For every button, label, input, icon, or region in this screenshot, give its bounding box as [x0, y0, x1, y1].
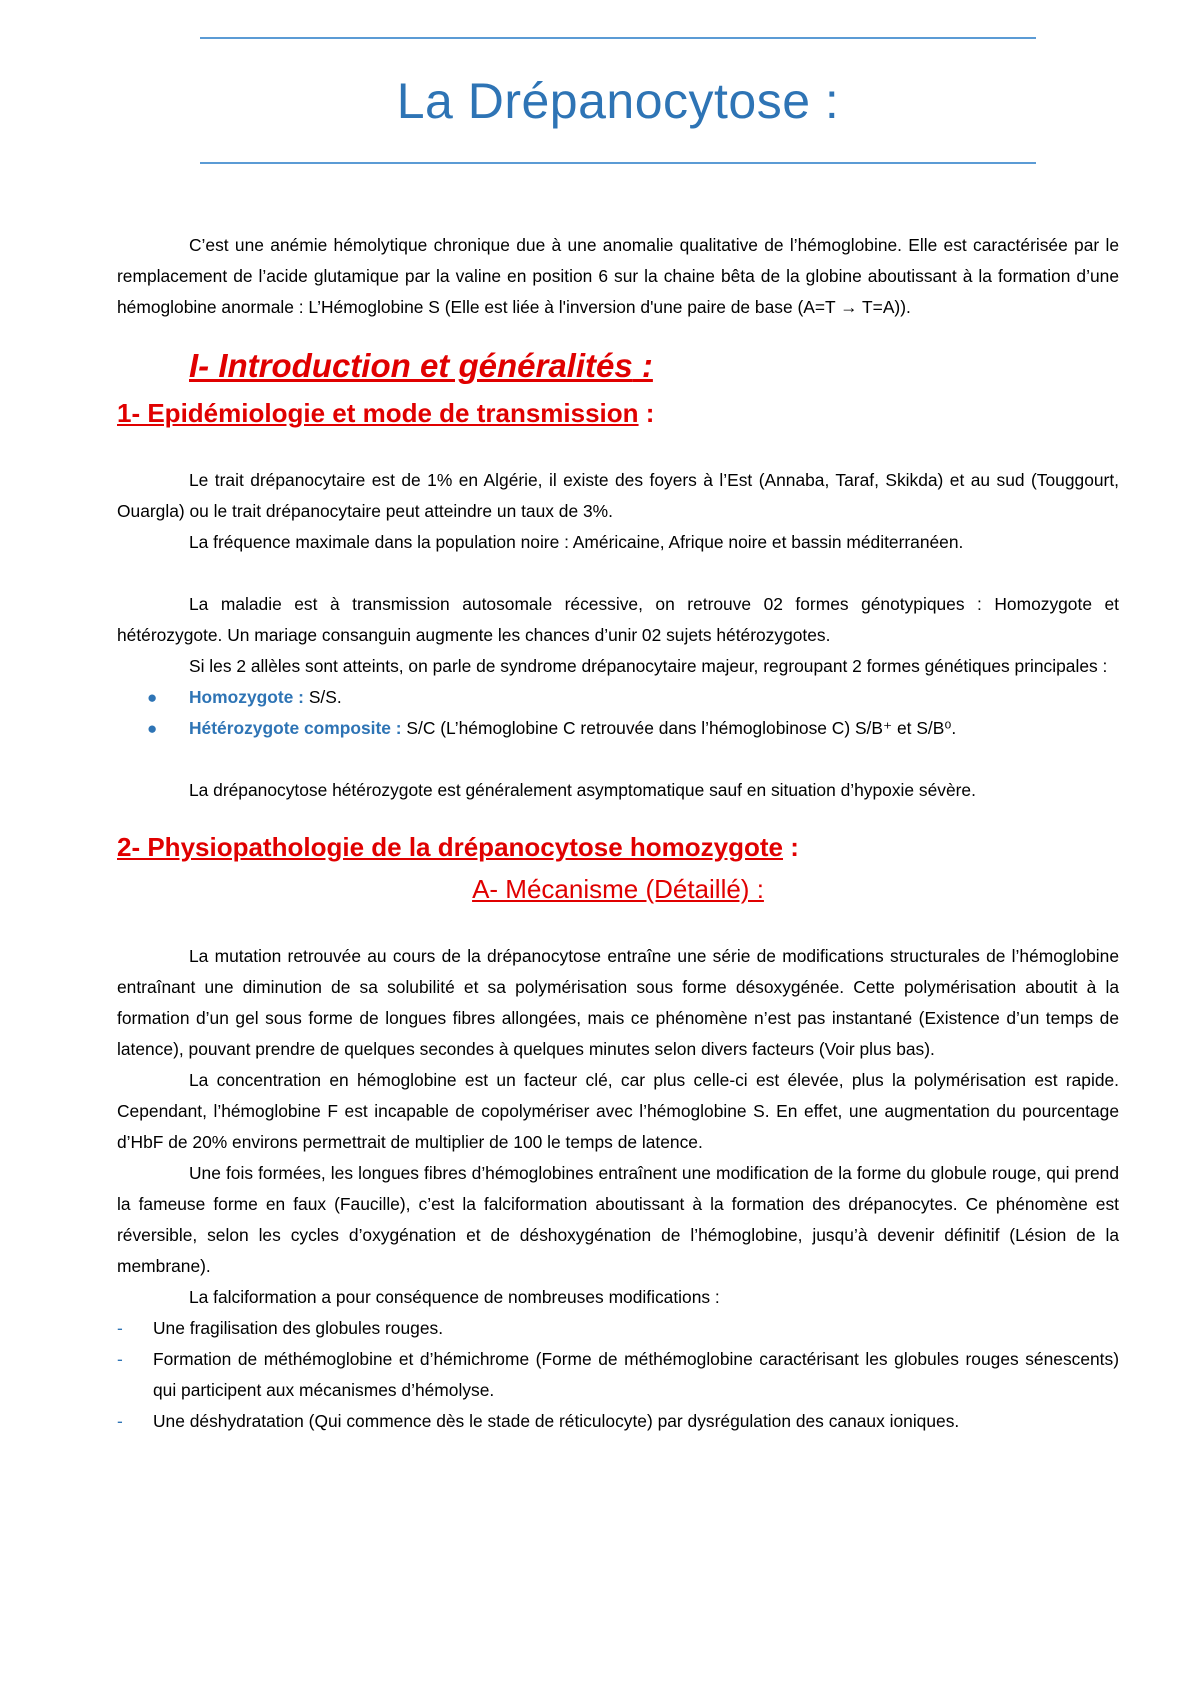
- list-item: [117, 713, 1119, 744]
- subsection-heading-physiopathologie: [117, 826, 1119, 868]
- list-item: [117, 682, 1119, 713]
- intro-paragraph: C’est une anémie hémolytique chronique due à une anomalie qualitative de l’hémoglobine. Elle est caractérisée par le remplacement de l’acide glutamique par la valine en position 6 sur la chaine bêta de la globine aboutissant à la formation d’une hémoglobine anormale : L’Hémoglobine S (Elle est liée à l'inversion d'une paire de base (A=T → T=A)).: [117, 235, 1119, 317]
- title-top-rule: [200, 37, 1036, 39]
- allele-paragraph: Si les 2 allèles sont atteints, on parle de syndrome drépanocytaire majeur, regroupant 2 formes génétiques principales :: [189, 656, 1108, 676]
- subsection-heading-mecanisme: A- Mécanisme (Détaillé) :: [472, 874, 764, 904]
- list-item: [117, 1313, 1119, 1344]
- list-item-text: Formation de méthémoglobine et d’hémichrome (Forme de méthémoglobine caractérisant les globules rouges sénescents) qui participent aux mécanismes d’hémolyse.: [153, 1349, 1119, 1400]
- list-item: [117, 1406, 1119, 1437]
- bullet-icon: ●: [147, 688, 158, 707]
- epidemio-paragraph-1: Le trait drépanocytaire est de 1% en Algérie, il existe des foyers à l’Est (Annaba, Taraf, Skikda) et au sud (Touggourt, Ouargla) ou le trait drépanocytaire peut atteindre un taux de 3%.: [117, 470, 1119, 521]
- mecanisme-paragraph-2: La concentration en hémoglobine est un facteur clé, car plus celle-ci est élevée, plus la polymérisation est rapide. Cependant, l’hémoglobine F est incapable de copolymériser avec l’hémoglobine S. En effet, une augmentation du pourcentage d’HbF de 20% environs permettrait de multiplier de 100 le temps de latence.: [117, 1070, 1119, 1152]
- section-heading-suffix: :: [632, 347, 653, 384]
- list-item-text: Une fragilisation des globules rouges.: [153, 1318, 444, 1338]
- subsection-heading-text: 2- Physiopathologie de la drépanocytose homozygote: [117, 832, 783, 862]
- list-item-label: Hétérozygote composite :: [189, 718, 407, 738]
- document-body: [117, 230, 1119, 1437]
- mecanisme-paragraph-4: La falciformation a pour conséquence de nombreuses modifications :: [189, 1287, 720, 1307]
- subsection-heading-suffix: :: [638, 398, 655, 428]
- subsection-heading-epidemiologie: [117, 392, 1119, 434]
- list-item-text: S/C (L’hémoglobine C retrouvée dans l’hémoglobinose C) S/B⁺ et S/B⁰.: [406, 718, 957, 738]
- list-item-label: Homozygote :: [189, 687, 309, 707]
- mecanisme-paragraph-3: Une fois formées, les longues fibres d’hémoglobines entraînent une modification de la forme du globule rouge, qui prend la fameuse forme en faux (Faucille), c’est la falciformation aboutissant à la formation des drépanocytes. Ce phénomène est réversible, selon les cycles d’oxygénation et de déshoxygénation de l’hémoglobine, jusqu’à devenir définitif (Lésion de la membrane).: [117, 1163, 1119, 1276]
- transmission-paragraph: La maladie est à transmission autosomale récessive, on retrouve 02 formes génotypiques : Homozygote et hétérozygote. Un mariage consanguin augmente les chances d’unir 02 sujets hétérozygotes.: [117, 594, 1119, 645]
- dash-bullet-icon: -: [117, 1411, 123, 1431]
- dash-bullet-icon: -: [117, 1349, 123, 1369]
- subsection-heading-suffix: :: [783, 832, 799, 862]
- title-bottom-rule: [200, 162, 1036, 164]
- heterozygote-paragraph: La drépanocytose hétérozygote est généralement asymptomatique sauf en situation d’hypoxie sévère.: [189, 780, 976, 800]
- list-item-text: Une déshydratation (Qui commence dès le stade de réticulocyte) par dysrégulation des canaux ioniques.: [153, 1411, 960, 1431]
- section-heading-introduction: [189, 340, 1119, 392]
- list-item-text: S/S.: [308, 687, 342, 707]
- genetic-forms-list: [117, 682, 1119, 744]
- bullet-icon: ●: [147, 719, 158, 738]
- section-heading-text: I- Introduction et généralités: [189, 347, 633, 384]
- epidemio-paragraph-2: La fréquence maximale dans la population noire : Américaine, Afrique noire et bassin méditerranéen.: [189, 532, 964, 552]
- subsection-heading-text: 1- Epidémiologie et mode de transmission: [117, 398, 639, 428]
- dash-bullet-icon: -: [117, 1318, 123, 1338]
- list-item: [117, 1344, 1119, 1406]
- page-title: La Drépanocytose :: [396, 73, 840, 129]
- consequences-list: [117, 1313, 1119, 1437]
- mecanisme-paragraph-1: La mutation retrouvée au cours de la drépanocytose entraîne une série de modifications structurales de l’hémoglobine entraînant une diminution de sa solubilité et sa polymérisation sous forme désoxygénée. Cette polymérisation aboutit à la formation d’un gel sous forme de longues fibres allongées, mais ce phénomène n’est pas instantané (Existence d’un temps de latence), pouvant prendre de quelques secondes à quelques minutes selon divers facteurs (Voir plus bas).: [117, 946, 1119, 1059]
